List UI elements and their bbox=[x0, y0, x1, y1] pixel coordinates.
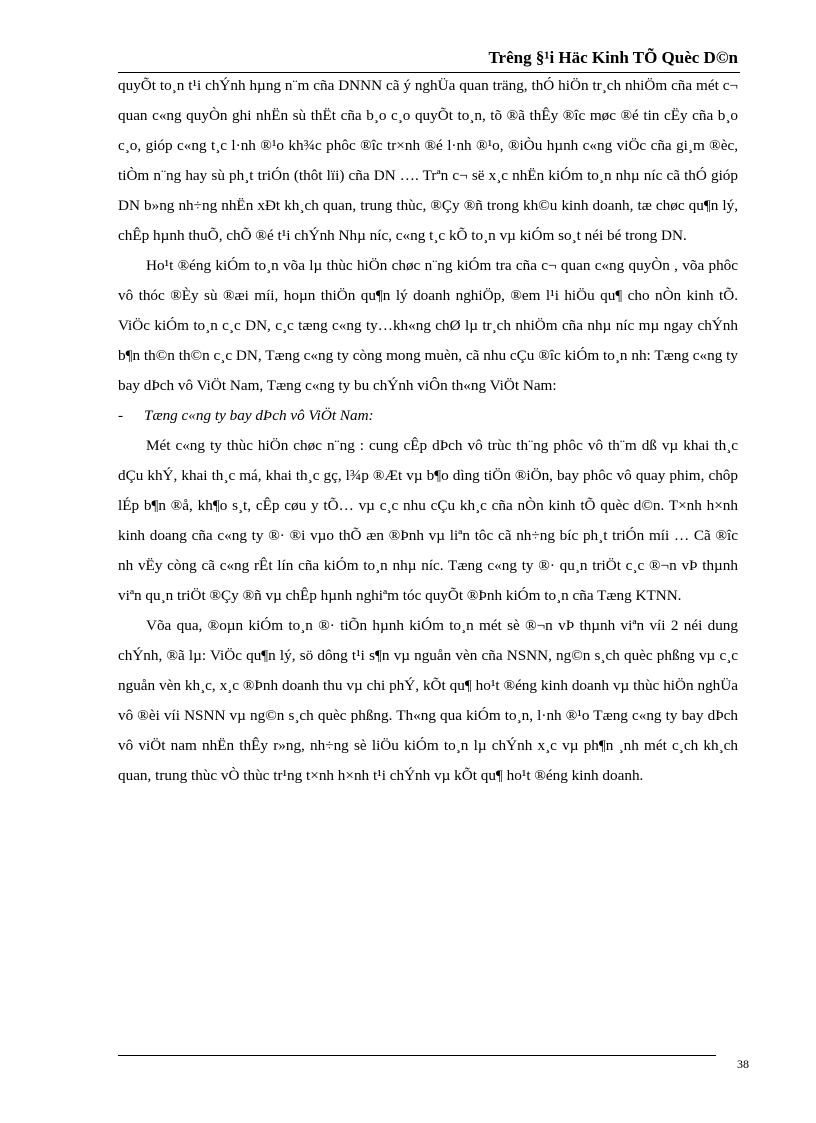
footer-divider bbox=[118, 1055, 716, 1056]
page-header-title: Trêng §¹i Häc Kinh TÕ Quèc D©n bbox=[488, 48, 738, 67]
page-number: 38 bbox=[737, 1057, 749, 1071]
paragraph-3: Mét c«ng ty thùc hiÖn chøc n¨ng : cung cÊp dÞch vô trùc th¨ng phôc vô th¨m dß vµ khai th¸c dÇu khÝ, khai th¸c má, khai th¸c gç, l¾p ®Æt vµ b¶o dìng tiÖn ®iÖn, bay phôc vô quay phim, chôp lÉp b¶n ®å, kh¶o s¸t, cÊp cøu y tÕ… vµ c¸c nhu cÇu kh¸c cña nÒn kinh tÕ quèc d©n. T×nh h×nh kinh doang cña c«ng ty ®· ®i vµo thÕ æn ®Þnh vµ liªn tôc cã nh÷ng bíc ph¸t triÓn míi … Cã ®îc nh vËy còng cã c«ng rÊt lín cña kiÓm to¸n nhµ níc. Tæng c«ng ty ®· qu¸n triÖt c¸c ®¬n vÞ thµnh viªn qu¸n triÖt ®Çy ®ñ vµ chÊp hµnh nghiªm tóc quyÕt ®Þnh kiÓm to¸n cña Tæng KTNN. bbox=[118, 437, 738, 604]
list-bullet: - bbox=[118, 407, 124, 424]
list-item-company bbox=[118, 401, 738, 431]
paragraph-2: Ho¹t ®éng kiÓm to¸n võa lµ thùc hiÖn chøc n¨ng kiÓm tra cña c¬ quan c«ng quyÒn , võa phôc vô thóc ®Èy sù ®æi míi, hoµn thiÖn qu¶n lý doanh nghiÖp, ®em l¹i hiÖu qu¶ cho nÒn kinh tÕ. ViÖc kiÓm to¸n c¸c DN, c¸c tæng c«ng ty…kh«ng chØ lµ tr¸ch nhiÖm cña nhµ níc mµ ngay chÝnh b¶n th©n th©n c¸c DN, Tæng c«ng ty còng mong muèn, cã nhu cÇu ®îc kiÓm to¸n nh: Tæng c«ng ty bay dÞch vô ViÖt Nam, Tæng c«ng ty bu chÝnh viÔn th«ng ViÖt Nam: bbox=[118, 257, 738, 394]
list-item-text: Tæng c«ng ty bay dÞch vô ViÖt Nam: bbox=[144, 407, 374, 424]
paragraph-1: quyÕt to¸n t¹i chÝnh hµng n¨m cña DNNN cã ý nghÜa quan träng, thÓ hiÖn tr¸ch nhiÖm cña mét c¬ quan c«ng quyÒn ghi nhËn sù thËt cña b¸o c¸o quyÕt to¸n, tõ ®ã thÊy ®îc møc ®é tin cËy cña b¸o c¸o, gióp c«ng t¸c l·nh ®¹o kh¾c phôc ®îc tr×nh ®é l·nh ®¹o, ®iÒu hµnh c«ng viÖc cña gi¸m ®èc, tiÒm n¨ng hay sù ph¸t triÓn (thôt lïi) cña DN …. Trªn c¬ së x¸c nhËn kiÓm to¸n nhµ níc cã thÓ gióp DN b»ng nh÷ng nhËn xÐt kh¸ch quan, trung thùc, ®Çy ®ñ trong kh©u kinh doanh, tæ chøc qu¶n lý, chÊp hµnh thuÕ, chÕ ®é t¹i chÝnh Nhµ níc, c«ng t¸c kÕ to¸n vµ kiÓm so¸t néi bé trong DN. bbox=[118, 77, 738, 244]
document-body bbox=[118, 71, 738, 791]
paragraph-4: Võa qua, ®oµn kiÓm to¸n ®· tiÕn hµnh kiÓm to¸n mét sè ®¬n vÞ thµnh viªn víi 2 néi dung chÝnh, ®ã lµ: ViÖc qu¶n lý, sö dông t¹i s¶n vµ nguån vèn cña NSNN, ng©n s¸ch quèc phßng vµ c¸c nguån vèn kh¸c, x¸c ®Þnh doanh thu vµ chi phÝ, kÕt qu¶ ho¹t ®éng kinh doanh vµ thùc hiÖn nghÜa vô ®èi víi NSNN vµ ng©n s¸ch quèc phßng. Th«ng qua kiÓm to¸n, l·nh ®¹o Tæng c«ng ty bay dÞch vô viÖt nam nhËn thÊy r»ng, nh÷ng sè liÖu kiÓm to¸n lµ chÝnh x¸c vµ ph¶n ¸nh mét c¸ch kh¸ch quan, trung thùc vÒ thùc tr¹ng t×nh h×nh t¹i chÝnh vµ kÕt qu¶ ho¹t ®éng kinh doanh. bbox=[118, 617, 738, 784]
